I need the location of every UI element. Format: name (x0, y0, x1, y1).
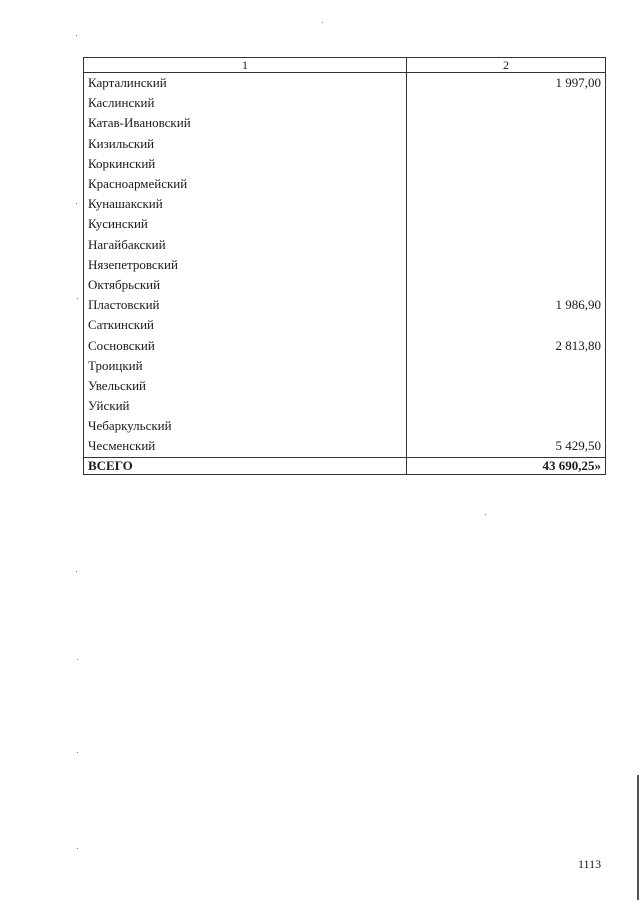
budget-table (83, 57, 606, 475)
district-value (407, 174, 606, 194)
column-header-1: 1 (84, 58, 407, 73)
district-name: Сосновский (84, 335, 407, 355)
scan-edge-line (637, 775, 639, 900)
district-value (407, 396, 606, 416)
district-value (407, 255, 606, 275)
district-name: Пластовский (84, 295, 407, 315)
district-value: 1 986,90 (407, 295, 606, 315)
total-row (84, 457, 606, 474)
table-row (84, 73, 606, 94)
page-number: 1113 (578, 857, 602, 871)
district-value (407, 416, 606, 436)
scan-speck (76, 203, 77, 204)
table-row (84, 436, 606, 457)
table-header-row (84, 58, 606, 73)
district-value (407, 134, 606, 154)
table-row (84, 93, 606, 113)
scan-speck (77, 659, 78, 660)
district-value: 5 429,50 (407, 436, 606, 457)
district-value: 1 997,00 (407, 73, 606, 94)
table-row (84, 174, 606, 194)
table-row (84, 416, 606, 436)
district-name: Увельский (84, 376, 407, 396)
district-value (407, 154, 606, 174)
district-value (407, 356, 606, 376)
table-row (84, 154, 606, 174)
table-row (84, 134, 606, 154)
table-row (84, 113, 606, 133)
scan-speck (485, 514, 486, 515)
table-row (84, 376, 606, 396)
table-body (84, 73, 606, 475)
district-name: Кунашакский (84, 194, 407, 214)
district-name: Красноармейский (84, 174, 407, 194)
district-value (407, 376, 606, 396)
scan-speck (76, 571, 77, 572)
district-value (407, 93, 606, 113)
district-name: Коркинский (84, 154, 407, 174)
scan-speck (322, 22, 323, 23)
table-row (84, 214, 606, 234)
table-row (84, 335, 606, 355)
district-value (407, 214, 606, 234)
district-name: Чебаркульский (84, 416, 407, 436)
district-name: Нязепетровский (84, 255, 407, 275)
district-name: Нагайбакский (84, 235, 407, 255)
district-name: Чесменский (84, 436, 407, 457)
total-value: 43 690,25» (407, 457, 606, 474)
table-row (84, 356, 606, 376)
table-row (84, 235, 606, 255)
district-value: 2 813,80 (407, 335, 606, 355)
district-name: Уйский (84, 396, 407, 416)
table-row (84, 255, 606, 275)
district-value (407, 235, 606, 255)
total-label: ВСЕГО (84, 457, 407, 474)
table-row (84, 396, 606, 416)
column-header-2: 2 (407, 58, 606, 73)
district-name: Саткинский (84, 315, 407, 335)
scan-speck (77, 848, 78, 849)
district-name: Каслинский (84, 93, 407, 113)
district-name: Октябрьский (84, 275, 407, 295)
district-value (407, 194, 606, 214)
table-row (84, 275, 606, 295)
table-row (84, 295, 606, 315)
district-value (407, 275, 606, 295)
district-name: Троицкий (84, 356, 407, 376)
table-row (84, 315, 606, 335)
district-name: Карталинский (84, 73, 407, 94)
scan-speck (77, 752, 78, 753)
scan-speck (76, 35, 77, 36)
district-value (407, 315, 606, 335)
district-value (407, 113, 606, 133)
table-row (84, 194, 606, 214)
district-name: Кусинский (84, 214, 407, 234)
scan-speck (77, 298, 78, 299)
district-name: Кизильский (84, 134, 407, 154)
district-name: Катав-Ивановский (84, 113, 407, 133)
